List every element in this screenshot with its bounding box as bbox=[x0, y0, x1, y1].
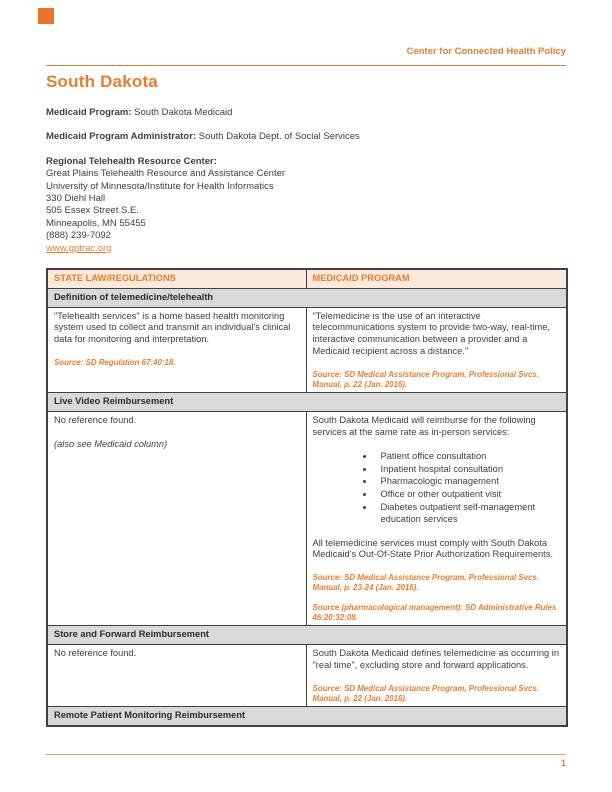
rtrc-line: 505 Essex Street S.E. bbox=[46, 205, 139, 217]
table-row bbox=[47, 645, 567, 707]
definition-state-law-source: Source: SD Regulation 67:40:18. bbox=[54, 357, 176, 367]
list-item: • Patient office consultation bbox=[375, 451, 561, 463]
administrator-value: South Dakota Dept. of Social Services bbox=[198, 131, 360, 143]
rtrc-line: University of Minnesota/Institute for Health Informatics bbox=[46, 180, 274, 192]
footer-divider bbox=[46, 754, 566, 755]
live-video-source-2: Source (pharmacological management): SD Administrative Rules 46:20:32:08. bbox=[312, 602, 557, 622]
section-row bbox=[47, 626, 567, 645]
medicaid-program-label: Medicaid Program: bbox=[46, 107, 132, 118]
live-video-intro: South Dakota Medicaid will reimburse for the following services at the same rate as in-person services: bbox=[312, 415, 536, 437]
live-video-compliance-text: All telemedicine services must comply with South Dakota Medicaid's Out-Of-State Prior Authorization Requirements. bbox=[312, 537, 553, 560]
info-block bbox=[46, 107, 566, 255]
list-item: • Pharmacologic management bbox=[375, 476, 561, 488]
rtrc-label: Regional Telehealth Resource Center: bbox=[46, 155, 217, 167]
section-title-definition: Definition of telemedicine/telehealth bbox=[47, 288, 567, 307]
live-video-no-reference: No reference found. bbox=[54, 415, 137, 426]
definition-state-law-text: "Telehealth services" is a home based health monitoring system used to collect and transmit an individual's clinical data for monitoring and interpretation. bbox=[54, 310, 291, 345]
definition-state-law-cell bbox=[47, 307, 306, 393]
rtrc-line: Great Plains Telehealth Resource and Assistance Center bbox=[46, 168, 286, 180]
page-number: 1 bbox=[560, 758, 566, 769]
live-video-source-1: Source: SD Medical Assistance Program, Professional Svcs. Manual, p. 23-24 (Jan. 2016). bbox=[312, 573, 539, 592]
definition-medicaid-cell bbox=[306, 307, 567, 393]
rtrc-line: 330 Diehl Hall bbox=[46, 193, 106, 205]
rtrc-block bbox=[46, 156, 566, 255]
medicaid-program-line bbox=[46, 107, 566, 119]
cchp-logo-square bbox=[38, 8, 54, 24]
header-divider bbox=[46, 65, 566, 66]
live-video-note: (also see Medicaid column) bbox=[54, 438, 168, 449]
store-forward-medicaid-text: South Dakota Medicaid defines telemedicine as occurring in "real time", excluding store and forward applications. bbox=[312, 648, 560, 670]
store-forward-medicaid-cell bbox=[306, 645, 567, 707]
administrator-label: Medicaid Program Administrator: bbox=[46, 131, 197, 143]
column-header-medicaid: MEDICAID PROGRAM bbox=[306, 269, 567, 288]
table-row bbox=[47, 412, 567, 626]
definition-medicaid-source: Source: SD Medical Assistance Program, Professional Svcs. Manual, p. 22 (Jan. 2016). bbox=[312, 369, 539, 389]
live-video-medicaid-cell bbox=[306, 412, 567, 626]
page-title: South Dakota bbox=[46, 72, 158, 91]
store-forward-state-law-cell bbox=[47, 645, 306, 707]
definition-medicaid-text: "Telemedicine is the use of an interactive telecommunications system to provide two-way, real-time, interactive communication between a provider and a Medicaid recipient across a distance." bbox=[312, 310, 550, 356]
rtrc-line: (888) 239-7092 bbox=[46, 230, 111, 242]
column-header-state-law: STATE LAW/REGULATIONS bbox=[47, 269, 306, 288]
policy-table-wrap bbox=[46, 268, 566, 727]
medicaid-program-value: South Dakota Medicaid bbox=[134, 107, 233, 118]
policy-table bbox=[46, 268, 568, 727]
gptrac-link[interactable]: www.gptrac.org bbox=[46, 242, 112, 254]
rtrc-line: Minneapolis, MN 55455 bbox=[46, 217, 146, 229]
table-header-row bbox=[47, 269, 567, 288]
section-row bbox=[47, 393, 567, 412]
administrator-line bbox=[46, 131, 566, 143]
section-title-live-video: Live Video Reimbursement bbox=[47, 393, 567, 412]
section-title-store-forward: Store and Forward Reimbursement bbox=[47, 626, 567, 645]
list-item: • Inpatient hospital consultation bbox=[375, 464, 561, 476]
table-row bbox=[47, 307, 567, 393]
live-video-services-list bbox=[313, 451, 561, 526]
section-row bbox=[47, 288, 567, 307]
live-video-state-law-cell bbox=[47, 412, 306, 626]
section-title-remote-monitoring: Remote Patient Monitoring Reimbursement bbox=[47, 707, 567, 726]
section-row bbox=[47, 707, 567, 726]
brand-header: Center for Connected Health Policy bbox=[406, 46, 566, 57]
list-item: • Office or other outpatient visit bbox=[375, 489, 561, 501]
store-forward-no-reference: No reference found. bbox=[54, 648, 137, 659]
store-forward-source: Source: SD Medical Assistance Program, Professional Svcs. Manual, p. 22 (Jan. 2016). bbox=[312, 683, 539, 703]
list-item: • Diabetes outpatient self-management education services bbox=[375, 502, 561, 526]
